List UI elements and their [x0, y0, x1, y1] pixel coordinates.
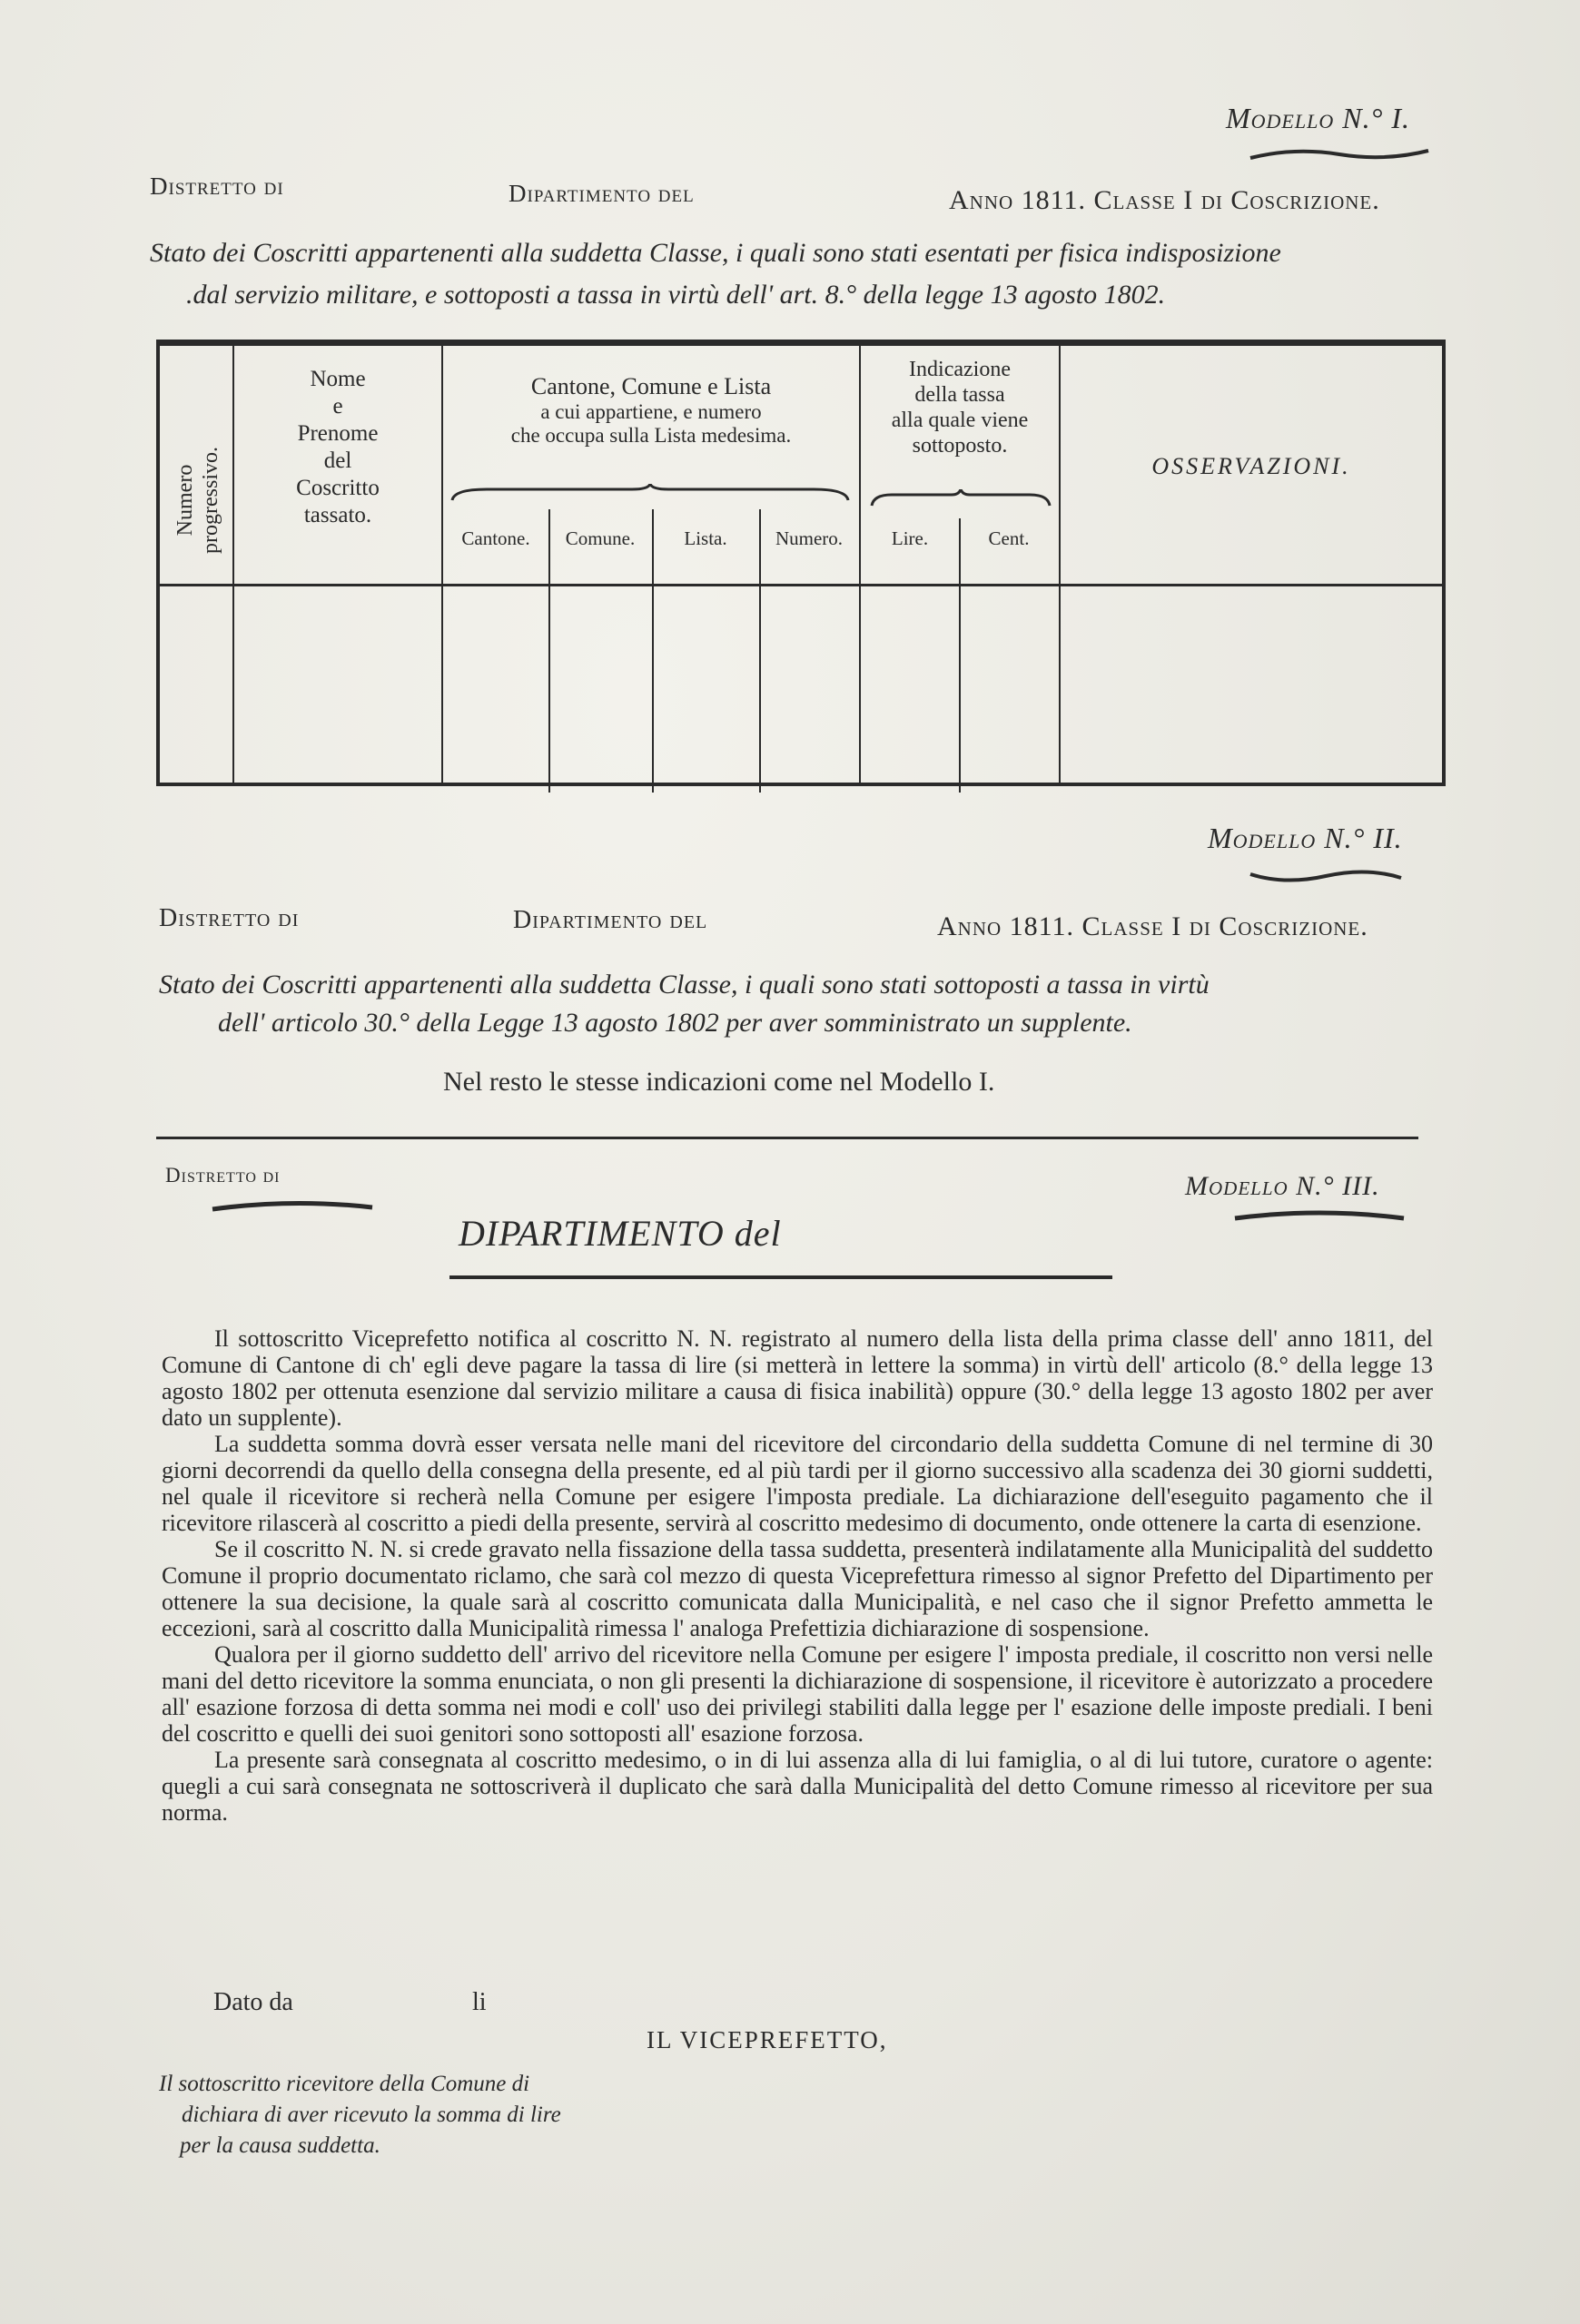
- col-tassa-line: sottoposto.: [912, 434, 1008, 458]
- ornament-swash: [1249, 867, 1403, 889]
- sub-lista: Lista.: [684, 527, 727, 549]
- sub-cantone: Cantone.: [461, 527, 530, 549]
- model2-nel-resto: Nel resto le stesse indicazioni come nel Modello I.: [443, 1067, 995, 1097]
- viceprefetto-signature: IL VICEPREFETTO,: [647, 2026, 888, 2053]
- table-subdivider: [759, 509, 761, 793]
- brace-ornament: [870, 489, 1052, 511]
- body-paragraph: La suddetta somma dovrà esser versata nelle mani del ricevitore del circondario della suddetta Comune di nel termine di 30 giorni decorrendi da quello della consegna della presente, ed al più tardi per il giorno successivo alla scadenza dei 30 giorni suddetti, nel quale il ricevitore si recherà nella Comune per esigere l'imposta prediale. La dichiarazione dell'eseguito pagamento che il ricevitore rilascerà al coscritto a piedi della presente, servirà al coscritto medesimo di documento, onde ottenere la carta di esenzione.: [162, 1431, 1433, 1536]
- model1-distretto: Distretto di: [150, 172, 284, 200]
- col-nome-line: Nome: [310, 367, 366, 391]
- model2-stato-line2: dell' articolo 30.° della Legge 13 agosto 1802 per aver somministrato un supplente.: [218, 1008, 1132, 1038]
- brace-ornament: [450, 484, 850, 506]
- sub-lire: Lire.: [891, 527, 929, 549]
- model1-stato-line1: Stato dei Coscritti appartenenti alla suddetta Classe, i quali sono stati esentati per fisica indisposizione: [150, 238, 1281, 268]
- body-paragraph: Se il coscritto N. N. si crede gravato nella fissazione della tassa suddetta, presenterà indilatamente alla Municipalità del suddetto Comune il proprio documentato riclamo, che sarà col mezzo di questa Viceprefettura rimesso al signor Prefetto del Dipartimento per ottenere la sua decisione, la quale sarà al coscritto comunicata dalla Municipalità, e nel caso che il signor Prefetto ammetta le eccezioni, sarà al coscritto dalla Municipalità rimessa l' analoga Prefettizia dichiarazione di sospensione.: [162, 1536, 1433, 1641]
- body-paragraph: Il sottoscritto Viceprefetto notifica al coscritto N. N. registrato al numero della lista della prima classe dell' anno 1811, del Comune di Cantone di ch' egli deve pagare la tassa di lire (si metterà in lettere la somma) in virtù dell' articolo (8.° della legge 13 agosto 1802 per ottenuta esenzione dal servizio militare a causa di fisica inabilità) oppure (30.° della legge 13 agosto 1802 per aver dato un supplente).: [162, 1325, 1433, 1431]
- ornament-swash: [1249, 145, 1430, 167]
- receipt-line: dichiara di aver ricevuto la somma di lire: [182, 2102, 561, 2127]
- model3-body: [162, 1325, 1433, 1826]
- ornament-swash: [1233, 1207, 1406, 1229]
- model3-dipartimento: DIPARTIMENTO del: [459, 1213, 782, 1254]
- ornament-swash: [211, 1196, 374, 1218]
- table-header-rule: [160, 584, 1442, 586]
- body-paragraph: Qualora per il giorno suddetto dell' arrivo del ricevitore nella Comune per esigere l' imposta prediale, il coscritto non versi nelle mani del detto ricevitore la somma enunciata, o non gli presenti la dichiarazione di sospensione, il ricevitore è autorizzato a procedere all' esazione forzosa di detta somma nei modi e coll' uso dei privilegi stabiliti dalla legge per l' esazione delle imposte prediali. I beni del coscritto e quelli dei suoi genitori sono sottoposti all' esazione forzosa.: [162, 1641, 1433, 1747]
- model2-dipartimento: Dipartimento del: [513, 906, 708, 934]
- col-osservazioni: OSSERVAZIONI.: [1151, 453, 1351, 479]
- col-nome-line: Prenome: [297, 421, 379, 446]
- col-nome-line: e: [332, 394, 343, 419]
- col-tassa-line: Indicazione: [909, 358, 1011, 381]
- col-tassa-line: della tassa: [914, 383, 1005, 407]
- dato-da: Dato da: [213, 1988, 293, 2016]
- col-nome-line: tassato.: [303, 503, 372, 527]
- col-cantone-line: che occupa sulla Lista medesima.: [510, 424, 792, 447]
- col-cantone-line: Cantone, Comune e Lista: [530, 373, 772, 399]
- receipt-line: per la causa suddetta.: [180, 2133, 380, 2158]
- model2-distretto: Distretto di: [159, 904, 300, 932]
- table-divider: [1059, 346, 1061, 783]
- title-underline: [449, 1275, 1112, 1279]
- model2-label: Modello N.° II.: [1208, 822, 1403, 854]
- model1-label: Modello N.° I.: [1226, 102, 1411, 134]
- model3-distretto: Distretto di: [165, 1164, 281, 1187]
- sub-cent: Cent.: [988, 527, 1030, 549]
- model1-anno: Anno 1811. Classe I di Coscrizione.: [949, 185, 1380, 215]
- li-label: li: [472, 1988, 487, 2016]
- col-cantone: [443, 373, 859, 448]
- table-subdivider: [652, 509, 654, 793]
- receipt-line: Il sottoscritto ricevitore della Comune di: [159, 2072, 530, 2096]
- model3-label: Modello N.° III.: [1185, 1171, 1380, 1201]
- col-nome-line: del: [323, 448, 352, 473]
- col-numero: Numero progressivo.: [173, 447, 222, 554]
- col-nome-line: Coscritto: [296, 476, 380, 500]
- model2-anno: Anno 1811. Classe I di Coscrizione.: [937, 911, 1368, 941]
- model1-table: [156, 340, 1446, 786]
- col-tassa: [861, 357, 1059, 458]
- sub-numero: Numero.: [775, 527, 844, 549]
- table-subdivider: [548, 509, 550, 793]
- section-divider: [156, 1137, 1418, 1139]
- sub-comune: Comune.: [565, 527, 636, 549]
- col-nome: [234, 366, 441, 529]
- body-paragraph: La presente sarà consegnata al coscritto medesimo, o in di lui assenza alla di lui famiglia, o al di lui tutore, curatore o agente: quegli a cui sarà consegnata ne sottoscriverà il duplicato che sarà dalla Municipalità del detto Comune rimesso al ricevitore per sua norma.: [162, 1747, 1433, 1826]
- col-cantone-line: a cui appartiene, e numero: [540, 400, 762, 423]
- model1-stato-line2: .dal servizio militare, e sottoposti a tassa in virtù dell' art. 8.° della legge 13 agosto 1802.: [186, 280, 1166, 310]
- col-tassa-line: alla quale viene: [891, 409, 1029, 432]
- model2-stato-line1: Stato dei Coscritti appartenenti alla suddetta Classe, i quali sono stati sottoposti a tassa in virtù: [159, 970, 1210, 1000]
- table-subdivider: [959, 518, 961, 793]
- model1-dipartimento: Dipartimento del: [509, 180, 695, 207]
